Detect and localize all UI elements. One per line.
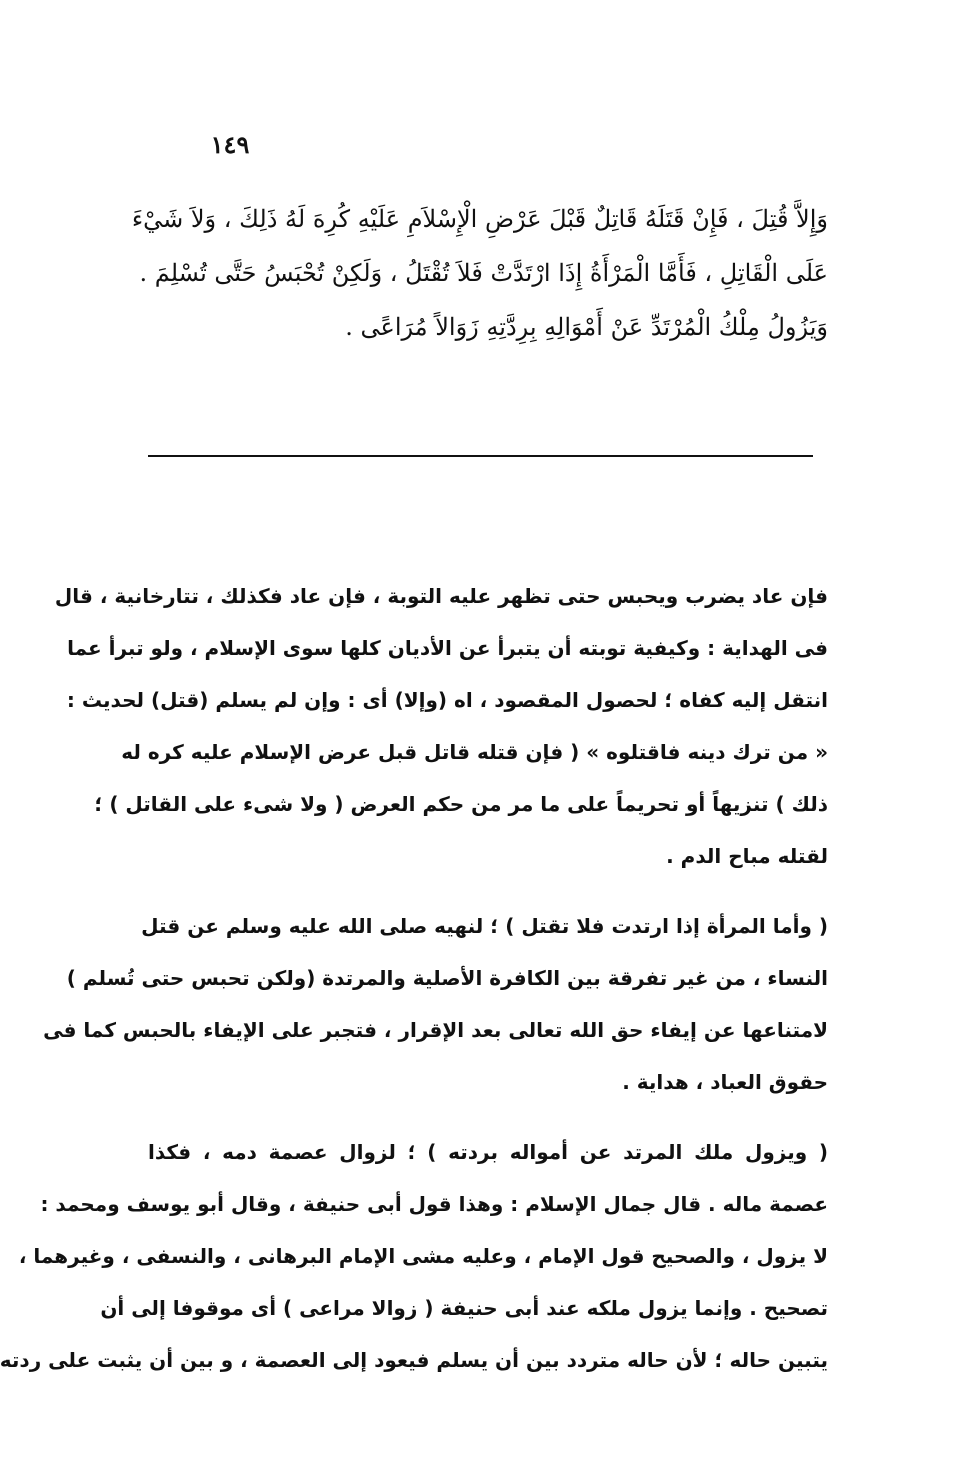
commentary-line: فى الهداية : وكيفية توبته أن يتبرأ عن الأديان كلها سوى الإسلام ، ولو تبرأ عما — [67, 636, 828, 660]
page-number: ١٤٩ — [210, 130, 250, 159]
commentary-line: « من ترك دينه فاقتلوه » ( فإن قتله قاتل قبل عرض الإسلام عليه كره له — [121, 740, 828, 764]
main-text-line: عَلَى الْقَاتِلِ ، فَأَمَّا الْمَرْأَةُ إِذَا ارْتَدَّتْ فَلاَ تُقْتَلُ ، وَلَكِنْ تُحْبَسُ حَتَّى تُسْلِمَ . — [139, 259, 828, 287]
commentary-line: حقوق العباد ، هداية . — [622, 1070, 828, 1094]
commentary-line: لامتناعها عن إيفاء حق الله تعالى بعد الإقرار ، فتجبر على الإيفاء بالحبس كما فى — [43, 1018, 828, 1042]
commentary-line: ( ويزول ملك المرتد عن أمواله بردته ) ؛ لزوال عصمة دمه ، فكذا — [148, 1140, 828, 1164]
commentary — [0, 570, 828, 1404]
commentary-paragraph — [54, 570, 828, 882]
commentary-line: لقتله مباح الدم . — [666, 844, 828, 868]
main-text-line: وَإِلاَّ قُتِلَ ، فَإِنْ قَتَلَهُ قَاتِلٌ قَبْلَ عَرْضِ الْإِسْلاَمِ عَلَيْهِ كُرِهَ لَهُ ذَلِكَ ، وَلاَ شَيْءَ — [131, 205, 828, 233]
commentary-line: تصحيح . وإنما يزول ملكه عند أبى حنيفة ( زوالا مراعى ) أى موقوفا إلى أن — [100, 1296, 828, 1320]
commentary-line: عصمة ماله . قال جمال الإسلام : وهذا قول أبى حنيفة ، وقال أبو يوسف ومحمد : — [40, 1192, 828, 1216]
commentary-line: النساء ، من غير تفرقة بين الكافرة الأصلية والمرتدة (ولكن تحبس حتى تُسلم ) — [66, 966, 828, 990]
commentary-line: فإن عاد يضرب ويحبس حتى تظهر عليه التوبة ، فإن عاد فكذلك ، تتارخانية ، قال — [54, 584, 828, 608]
commentary-line: ذلك ) تنزيهاً أو تحريماً على ما مر من حكم العرض ( ولا شىء على القاتل ) ؛ — [94, 792, 828, 816]
separator-rule — [148, 455, 813, 457]
commentary-line: لا يزول ، والصحيح قول الإمام ، وعليه مشى الإمام البرهانى ، والنسفى ، وغيرهما ، — [18, 1244, 828, 1268]
commentary-paragraph — [0, 1126, 828, 1386]
main-text-line: وَيَزُولُ مِلْكُ الْمُرْتَدِّ عَنْ أَمْوَالِهِ بِرِدَّتِهِ زَوَالاً مُرَاعًى . — [345, 313, 828, 341]
commentary-line: ( وأما المرأة إذا ارتدت فلا تقتل ) ؛ لنهيه صلى الله عليه وسلم عن قتل — [141, 914, 828, 938]
commentary-paragraph — [43, 900, 828, 1108]
commentary-line: يتبين حاله ؛ لأن حاله متردد بين أن يسلم فيعود إلى العصمة ، و بين أن يثبت على ردته — [0, 1348, 828, 1372]
commentary-line: انتقل إليه كفاه ؛ لحصول المقصود ، اه (وإلا) أى : وإن لم يسلم (قتل) لحديث : — [66, 688, 828, 712]
main-text — [131, 192, 828, 354]
